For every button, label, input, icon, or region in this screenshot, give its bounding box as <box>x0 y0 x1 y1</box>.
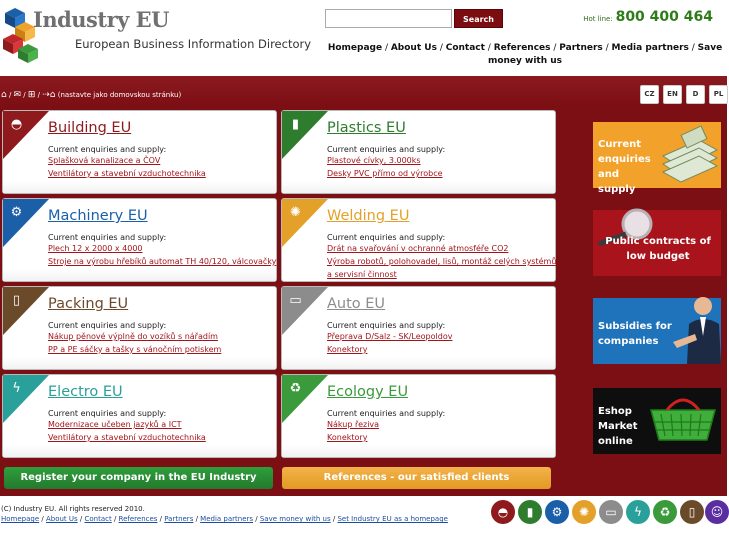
category-title[interactable]: Auto EU <box>327 296 386 312</box>
recycle-icon[interactable]: ♻ <box>653 500 677 524</box>
category-title[interactable]: Building EU <box>48 120 132 136</box>
set-home-icon[interactable]: ⇢⌂ <box>42 90 56 100</box>
hard-hat-icon[interactable]: ◓ <box>491 500 515 524</box>
recycle-icon: ♻ <box>289 381 302 396</box>
spark-icon[interactable]: ✺ <box>572 500 596 524</box>
gear-icon[interactable]: ⚙ <box>545 500 569 524</box>
footer-link-contact[interactable]: Contact <box>84 515 112 523</box>
car-icon: ▭ <box>289 293 302 308</box>
references-button[interactable]: References - our satisfied clients <box>282 467 551 489</box>
people-icon[interactable]: ☺ <box>705 500 729 524</box>
nav-partners[interactable]: Partners <box>559 43 603 53</box>
enquiry-link[interactable]: Ventilátory a stavební vzduchotechnika <box>48 169 206 178</box>
bag-icon[interactable]: ▯ <box>680 500 704 524</box>
enquiry-link[interactable]: Nákup řeziva <box>327 420 380 429</box>
nav-references[interactable]: References <box>493 43 551 53</box>
footer-link-references[interactable]: References <box>118 515 158 523</box>
enquiry-link[interactable]: Desky PVC přímo od výrobce <box>327 169 443 178</box>
hotline-label: Hot line: <box>583 15 613 23</box>
breadcrumb: ⌂ / ✉ / ⊞ / ⇢⌂ (nastavte jako domovskou stránku) <box>1 90 182 100</box>
site-tagline: European Business Information Directory <box>75 37 312 51</box>
enquiry-link[interactable]: Plastové cívky, 3.000ks <box>327 156 421 165</box>
footer-links: Homepage / About Us / Contact / References / Partners / Media partners / Save money with us / Set Industry EU as a homepage <box>1 515 448 523</box>
footer-link-media-partners[interactable]: Media partners <box>200 515 254 523</box>
enquiry-link[interactable]: Plech 12 x 2000 x 4000 <box>48 244 143 253</box>
search-input[interactable] <box>325 9 452 28</box>
gear-icon: ⚙ <box>10 205 23 220</box>
enquiry-link[interactable]: Modernizace učeben jazyků a ICT <box>48 420 182 429</box>
category-title[interactable]: Electro EU <box>48 384 123 400</box>
hard-hat-icon: ◓ <box>10 117 23 132</box>
promo-text: Public contracts of low budget <box>605 236 711 262</box>
copyright-text: (C) Industry EU. All rights reserved 2010. <box>1 505 145 513</box>
category-card-machinery[interactable] <box>2 198 277 282</box>
footer-link-save-money[interactable]: Save money with us <box>259 515 331 523</box>
category-title[interactable]: Ecology EU <box>327 384 409 400</box>
card-fade <box>3 445 276 457</box>
nav-homepage[interactable]: Homepage <box>327 43 383 53</box>
enquiry-link[interactable]: Splašková kanalizace a ČOV <box>48 156 161 165</box>
search-button[interactable]: Search <box>454 9 503 28</box>
promo-subsidies[interactable] <box>593 298 721 364</box>
promo-text: Subsidies for companies <box>598 321 672 347</box>
promo-public-contracts[interactable] <box>593 210 721 276</box>
category-subtitle: Current enquiries and supply: <box>48 321 167 330</box>
category-card-electro[interactable] <box>2 374 277 458</box>
enquiry-link[interactable]: PP a PE sáčky a tašky s vánočním potiskem <box>48 345 222 354</box>
footer-link-set-homepage[interactable]: Set Industry EU as a homepage <box>337 515 448 523</box>
footer-link-partners[interactable]: Partners <box>164 515 194 523</box>
card-fade <box>3 269 276 281</box>
basket-icon <box>647 392 719 452</box>
promo-current-enquiries[interactable] <box>593 122 721 195</box>
category-title[interactable]: Plastics EU <box>327 120 406 136</box>
category-subtitle: Current enquiries and supply: <box>327 145 446 154</box>
enquiry-link[interactable]: Nákup pěnové výplně do vozíků s nářadím <box>48 332 218 341</box>
businessman-icon <box>673 284 723 364</box>
enquiry-link[interactable]: Přeprava D/Salz - SK/Leopoldov <box>327 332 453 341</box>
category-subtitle: Current enquiries and supply: <box>327 233 446 242</box>
promo-text: Current enquiries and supply <box>598 139 651 195</box>
footer-link-about-us[interactable]: About Us <box>45 515 78 523</box>
bottles-icon[interactable]: ▮ <box>518 500 542 524</box>
card-fade <box>282 181 555 193</box>
promo-text: Eshop Market online <box>598 406 638 447</box>
mail-icon[interactable]: ✉ <box>13 90 22 100</box>
nav-save-money[interactable]: Save money with us <box>487 43 723 66</box>
category-subtitle: Current enquiries and supply: <box>48 409 167 418</box>
category-title[interactable]: Packing EU <box>48 296 129 312</box>
lang-en-button[interactable]: EN <box>663 85 682 104</box>
category-subtitle: Current enquiries and supply: <box>48 233 167 242</box>
header <box>0 0 727 76</box>
hotline-number: 800 400 464 <box>615 9 713 25</box>
category-subtitle: Current enquiries and supply: <box>48 145 167 154</box>
set-homepage-link[interactable]: (nastavte jako domovskou stránku) <box>57 91 182 99</box>
category-card-building[interactable] <box>2 110 277 194</box>
enquiry-link[interactable]: Drát na svařování v ochranné atmosféře CO2 <box>327 244 509 253</box>
footer-link-homepage[interactable]: Homepage <box>1 515 40 523</box>
lightning-icon[interactable]: ϟ <box>626 500 650 524</box>
lang-pl-button[interactable]: PL <box>709 85 728 104</box>
enquiry-link[interactable]: Konektory <box>327 433 368 442</box>
category-card-auto[interactable] <box>281 286 556 370</box>
lang-d-button[interactable]: D <box>686 85 705 104</box>
car-icon[interactable]: ▭ <box>599 500 623 524</box>
home-icon[interactable]: ⌂ <box>1 90 7 100</box>
card-fade <box>282 357 555 369</box>
hotline <box>583 9 713 25</box>
category-subtitle: Current enquiries and supply: <box>327 409 446 418</box>
category-subtitle: Current enquiries and supply: <box>327 321 446 330</box>
category-card-ecology[interactable] <box>281 374 556 458</box>
enquiry-link[interactable]: Stroje na výrobu hřebíků automat TH 40/120, válcovačky <box>48 257 277 266</box>
top-navigation: Homepage / About Us / Contact / References / Partners / Media partners / Save money with us <box>327 43 723 66</box>
enquiry-link[interactable]: Konektory <box>327 345 368 354</box>
bag-icon: ▯ <box>12 293 21 308</box>
footer <box>0 496 727 545</box>
enquiry-link[interactable]: Ventilátory a stavební vzduchotechnika <box>48 433 206 442</box>
category-card-plastics[interactable] <box>281 110 556 194</box>
enquiry-link[interactable]: Výroba robotů, polohovadel, lisů, montáž celých systémů <box>327 257 557 266</box>
nav-media-partners[interactable]: Media partners <box>611 43 689 53</box>
card-fade <box>3 181 276 193</box>
nav-about-us[interactable]: About Us <box>390 43 437 53</box>
lightning-icon: ϟ <box>12 381 21 396</box>
card-fade <box>3 357 276 369</box>
bottles-icon: ▮ <box>291 117 300 132</box>
lang-cz-button[interactable]: CZ <box>640 85 659 104</box>
category-title[interactable]: Machinery EU <box>48 208 148 224</box>
promo-eshop[interactable] <box>593 388 721 454</box>
sitemap-icon[interactable]: ⊞ <box>27 90 36 100</box>
money-stack-icon <box>659 126 719 184</box>
category-title[interactable]: Welding EU <box>327 208 410 224</box>
category-card-welding[interactable] <box>281 198 556 282</box>
category-card-packing[interactable] <box>2 286 277 370</box>
nav-contact[interactable]: Contact <box>445 43 485 53</box>
register-company-button[interactable]: Register your company in the EU Industry <box>4 467 273 489</box>
enquiry-link[interactable]: a servisní činnost <box>327 270 397 279</box>
logo-text[interactable]: Industry EU <box>33 7 169 32</box>
spark-icon: ✺ <box>290 205 301 220</box>
card-fade <box>282 445 555 457</box>
